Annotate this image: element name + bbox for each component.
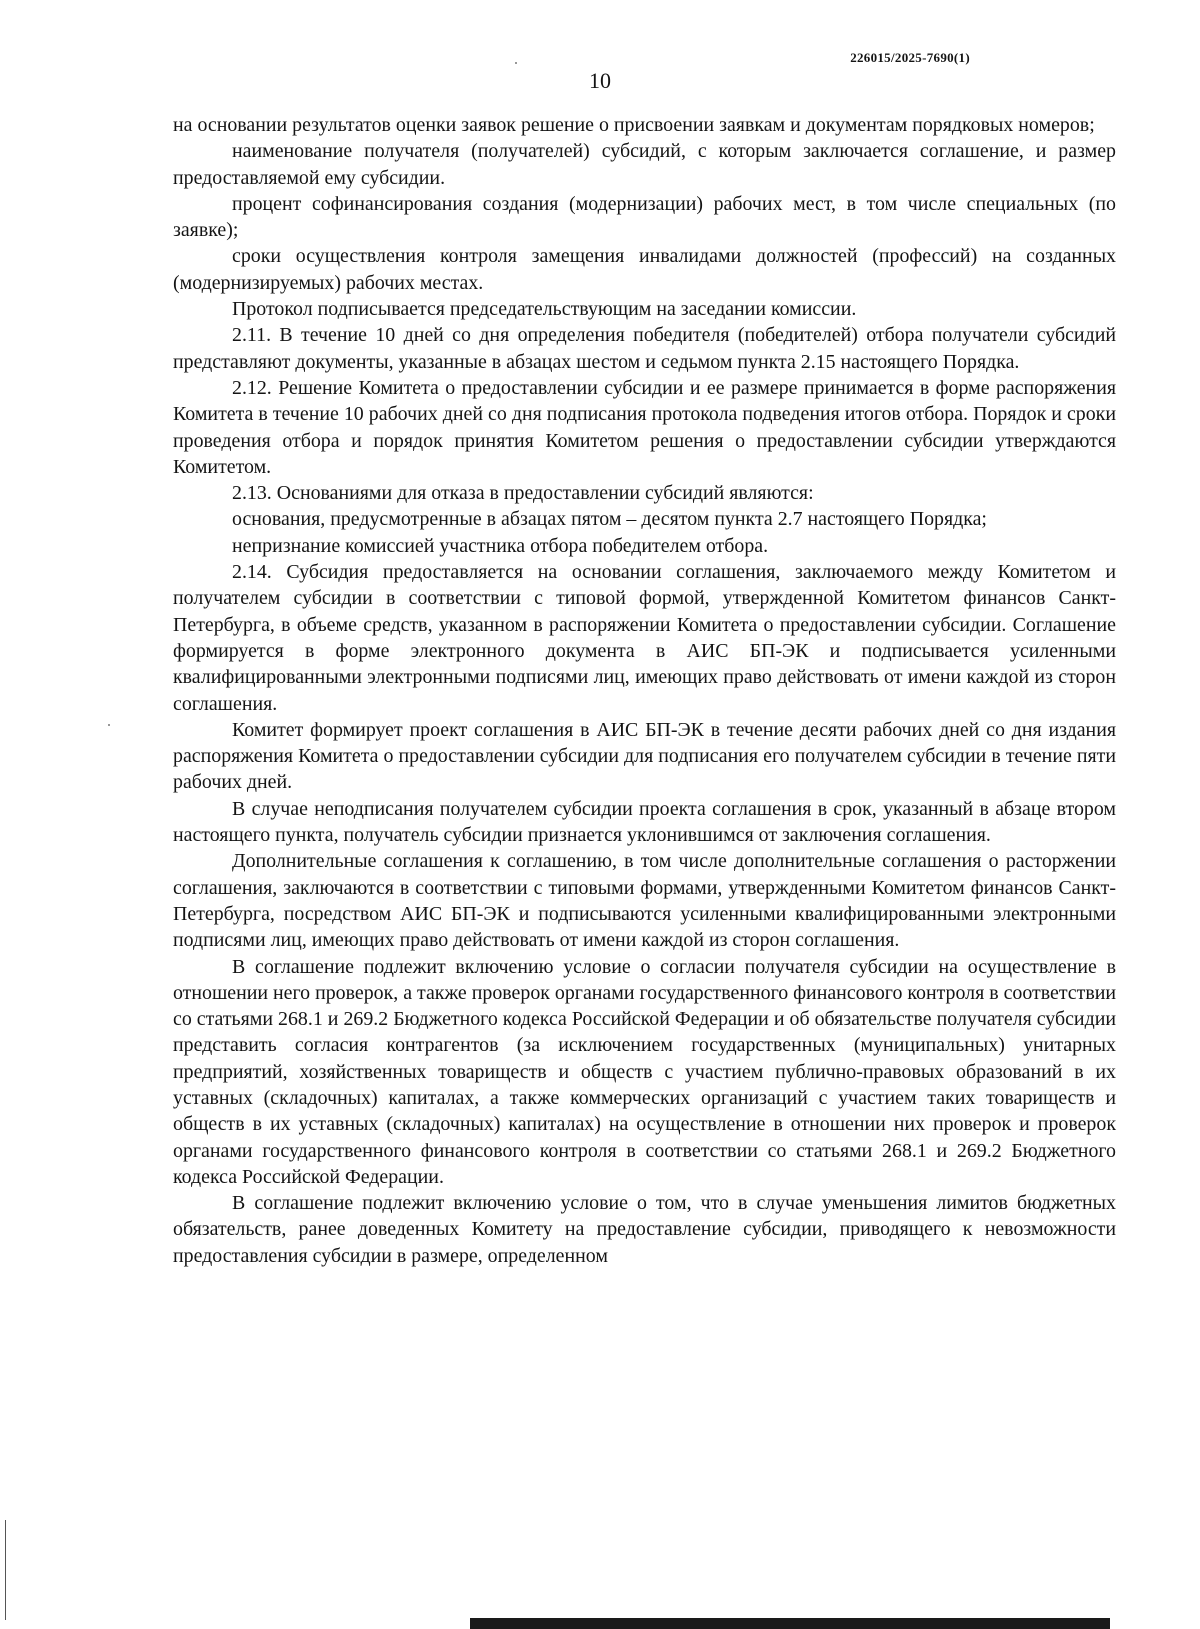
paragraph: В соглашение подлежит включению условие о том, что в случае уменьшения лимитов бюджетных обязательств, ранее доведенных Комитету на предоставление субсидии, приводящего к невозможности предоставления субсидии в размере, определенном (173, 1192, 1116, 1267)
paragraph: основания, предусмотренные в абзацах пятом – десятом пункта 2.7 настоящего Порядка; (232, 508, 987, 531)
paragraph: 2.13. Основаниями для отказа в предоставлении субсидий являются: (232, 482, 814, 505)
scan-bottom-edge (470, 1618, 1110, 1629)
paragraph: 2.14. Субсидия предоставляется на основании соглашения, заключаемого между Комитетом и получателем субсидии в соответствии с типовой формой, утвержденной Комитетом финансов Санкт-Петербурга, в объеме средств, указанном в распоряжении Комитета о предоставлении субсидии. Соглашение формируется в форме электронного документа в АИС БП-ЭК и подписывается усиленными квалифицированными электронными подписями лиц, имеющих право действовать от имени каждой из сторон соглашения. (173, 561, 1116, 715)
paragraph: В соглашение подлежит включению условие о согласии получателя субсидии на осуществление в отношении него проверок, а также проверок органами государственного финансового контроля в соответствии со статьями 268.1 и 269.2 Бюджетного кодекса Российской Федерации и об обязательстве получателя субсидии представить согласия контрагентов (за исключением государственных (муниципальных) унитарных предприятий, хозяйственных товариществ и обществ с участием публично-правовых образований в их уставных (складочных) капиталах, а также коммерческих организаций с участием таких товариществ и обществ в их уставных (складочных) капиталах) на осуществление в отношении них проверок и проверок органами государственного финансового контроля в соответствии со статьями 268.1 и 269.2 Бюджетного кодекса Российской Федерации. (173, 955, 1116, 1188)
paragraph: 2.12. Решение Комитета о предоставлении субсидии и ее размере принимается в форме распоряжения Комитета в течение 10 рабочих дней со дня подписания протокола подведения итогов отбора. Порядок и сроки проведения отбора и порядок принятия Комитетом решения о предоставлении субсидии утверждаются Комитетом. (173, 376, 1116, 478)
page-number: 10 (589, 68, 611, 93)
paragraph: на основании результатов оценки заявок решение о присвоении заявкам и документам порядковых номеров; (173, 114, 1095, 136)
document-id: 226015/2025-7690(1) (850, 50, 970, 65)
paragraph: процент софинансирования создания (модернизации) рабочих мест, в том числе специальных (по заявке); (173, 192, 1116, 242)
paragraph: Дополнительные соглашения к соглашению, в том числе дополнительные соглашения о расторжении соглашения, заключаются в соответствии с типовыми формами, утвержденными Комитетом финансов Санкт-Петербурга, посредством АИС БП-ЭК и подписываются усиленными квалифицированными электронными подписями лиц, имеющих право действовать от имени каждой из сторон соглашения. (173, 850, 1116, 952)
paragraph: наименование получателя (получателей) субсидий, с которым заключается соглашение, и размер предоставляемой ему субсидии. (173, 140, 1116, 189)
scan-edge-line (5, 1520, 6, 1620)
document-body (173, 112, 1116, 1269)
paragraph: В случае неподписания получателем субсидии проекта соглашения в срок, указанный в абзаце втором настоящего пункта, получатель субсидии признается уклонившимся от заключения соглашения. (173, 797, 1116, 847)
scan-speck (515, 62, 517, 64)
paragraph: сроки осуществления контроля замещения инвалидами должностей (профессий) на созданных (модернизируемых) рабочих местах. (173, 245, 1116, 294)
paragraph: непризнание комиссией участника отбора победителем отбора. (232, 534, 769, 557)
scan-speck (108, 724, 110, 726)
paragraph: Комитет формирует проект соглашения в АИС БП-ЭК в течение десяти рабочих дней со дня издания распоряжения Комитета о предоставлении субсидии для подписания его получателем субсидии в течение пяти рабочих дней. (173, 718, 1116, 794)
paragraph: 2.11. В течение 10 дней со дня определения победителя (победителей) отбора получатели субсидий представляют документы, указанные в абзацах шестом и седьмом пункта 2.15 настоящего Порядка. (173, 324, 1116, 373)
paragraph: Протокол подписывается председательствующим на заседании комиссии. (232, 298, 857, 321)
